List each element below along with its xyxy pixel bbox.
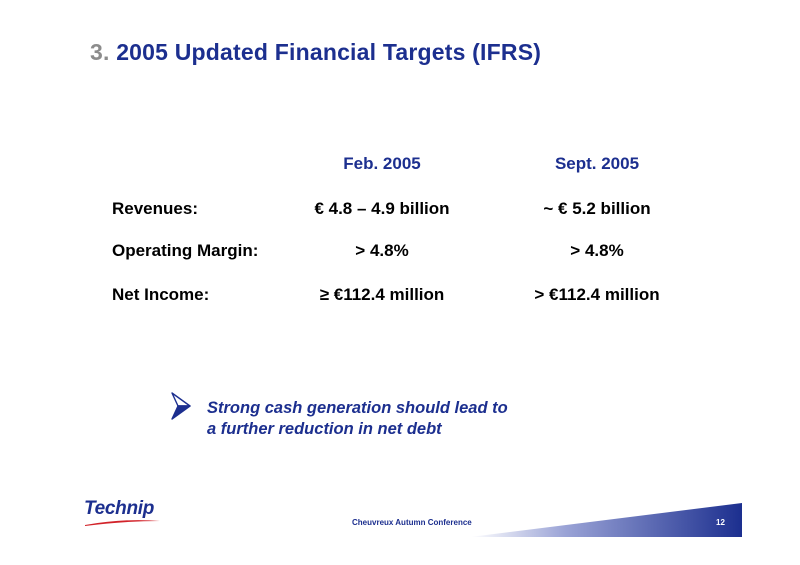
cell-net-income-feb: ≥ €112.4 million <box>319 285 445 304</box>
cell-operating-margin-sept: > 4.8% <box>570 241 624 260</box>
cell-revenues-feb: € 4.8 – 4.9 billion <box>314 199 450 218</box>
footer-wedge <box>470 500 745 540</box>
title-text: 2005 Updated Financial Targets (IFRS) <box>116 39 542 65</box>
logo-swoosh-icon <box>84 517 164 527</box>
bullet-line-1: Strong cash generation should lead to <box>207 399 508 417</box>
column-header-feb: Feb. 2005 <box>343 154 421 173</box>
cell-net-income-sept: > €112.4 million <box>534 285 660 304</box>
row-label-net-income: Net Income: <box>112 285 210 304</box>
logo-text: Technip <box>84 498 155 519</box>
page-title <box>90 39 541 66</box>
arrow-bullet-icon <box>170 392 192 420</box>
bullet-line-2: a further reduction in net debt <box>207 420 442 438</box>
footer-conference: Cheuvreux Autumn Conference <box>352 518 472 527</box>
cell-operating-margin-feb: > 4.8% <box>355 241 409 260</box>
bullet-text <box>207 398 508 440</box>
page-number: 12 <box>716 518 725 527</box>
technip-logo <box>84 498 164 528</box>
section-number: 3. <box>90 39 110 65</box>
row-label-revenues: Revenues: <box>112 199 198 218</box>
column-header-sept: Sept. 2005 <box>554 154 640 173</box>
cell-revenues-sept: ~ € 5.2 billion <box>543 199 651 218</box>
row-label-operating-margin: Operating Margin: <box>112 241 259 260</box>
